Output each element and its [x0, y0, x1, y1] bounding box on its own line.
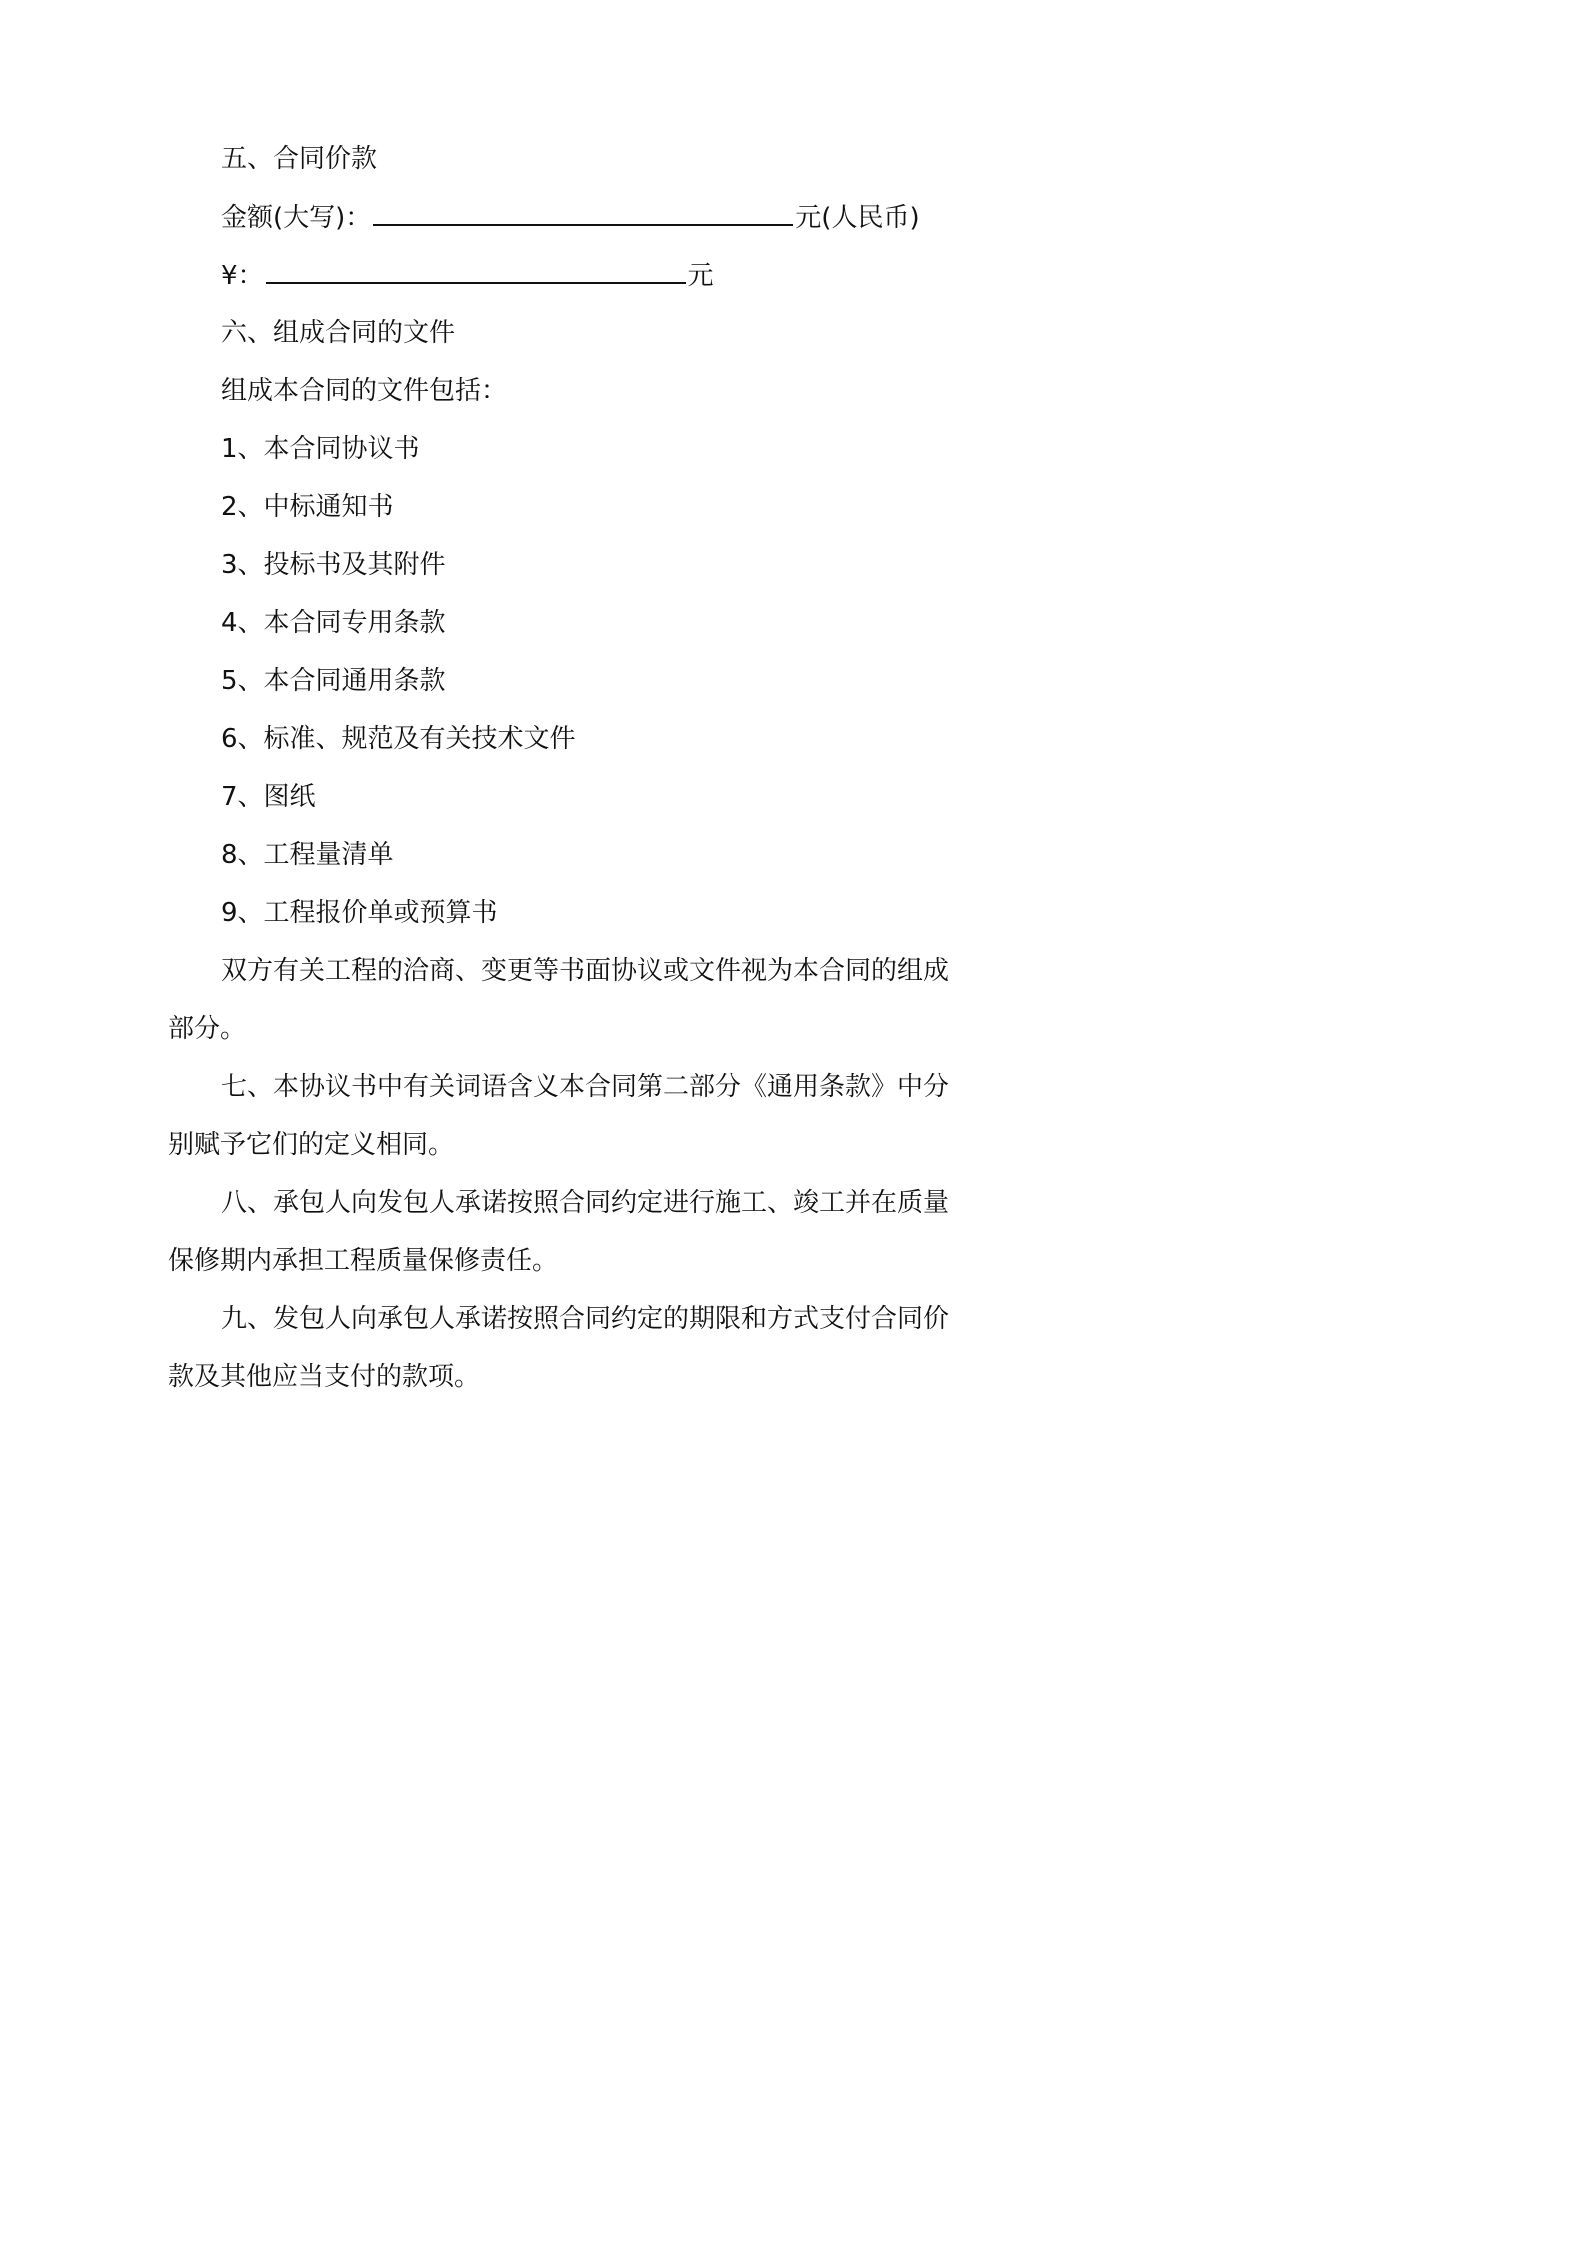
section6-closing-line1: 双方有关工程的洽商、变更等书面协议或文件视为本合同的组成	[221, 956, 950, 986]
section6-closing-line2: 部分。	[168, 1014, 247, 1044]
list-item: 1、本合同协议书	[221, 434, 420, 464]
list-item: 4、本合同专用条款	[221, 608, 446, 638]
section8-line1: 八、承包人向发包人承诺按照合同约定进行施工、竣工并在质量	[221, 1188, 950, 1218]
section9-line2: 款及其他应当支付的款项。	[168, 1362, 481, 1392]
yen-label: ¥：	[221, 261, 264, 291]
list-item: 6、标准、规范及有关技术文件	[221, 724, 576, 754]
section6-intro: 组成本合同的文件包括：	[221, 376, 508, 406]
amount-row	[221, 200, 920, 235]
yen-unit: 元	[687, 261, 714, 291]
yen-row	[221, 258, 714, 293]
yen-blank[interactable]	[266, 258, 686, 284]
list-item: 2、中标通知书	[221, 492, 394, 522]
amount-blank[interactable]	[373, 200, 793, 226]
list-item: 3、投标书及其附件	[221, 550, 446, 580]
amount-label: 金额(大写)：	[221, 203, 372, 233]
list-item: 5、本合同通用条款	[221, 666, 446, 696]
amount-unit: 元(人民币)	[795, 203, 920, 233]
list-item: 7、图纸	[221, 782, 316, 812]
section7-line2: 别赋予它们的定义相同。	[168, 1130, 455, 1160]
section7-line1: 七、本协议书中有关词语含义本合同第二部分《通用条款》中分	[221, 1072, 950, 1102]
list-item: 9、工程报价单或预算书	[221, 898, 498, 928]
section9-line1: 九、发包人向承包人承诺按照合同约定的期限和方式支付合同价	[221, 1304, 950, 1334]
section8-line2: 保修期内承担工程质量保修责任。	[168, 1246, 559, 1276]
list-item: 8、工程量清单	[221, 840, 394, 870]
section6-heading: 六、组成合同的文件	[221, 318, 456, 348]
section5-heading: 五、合同价款	[221, 144, 378, 174]
